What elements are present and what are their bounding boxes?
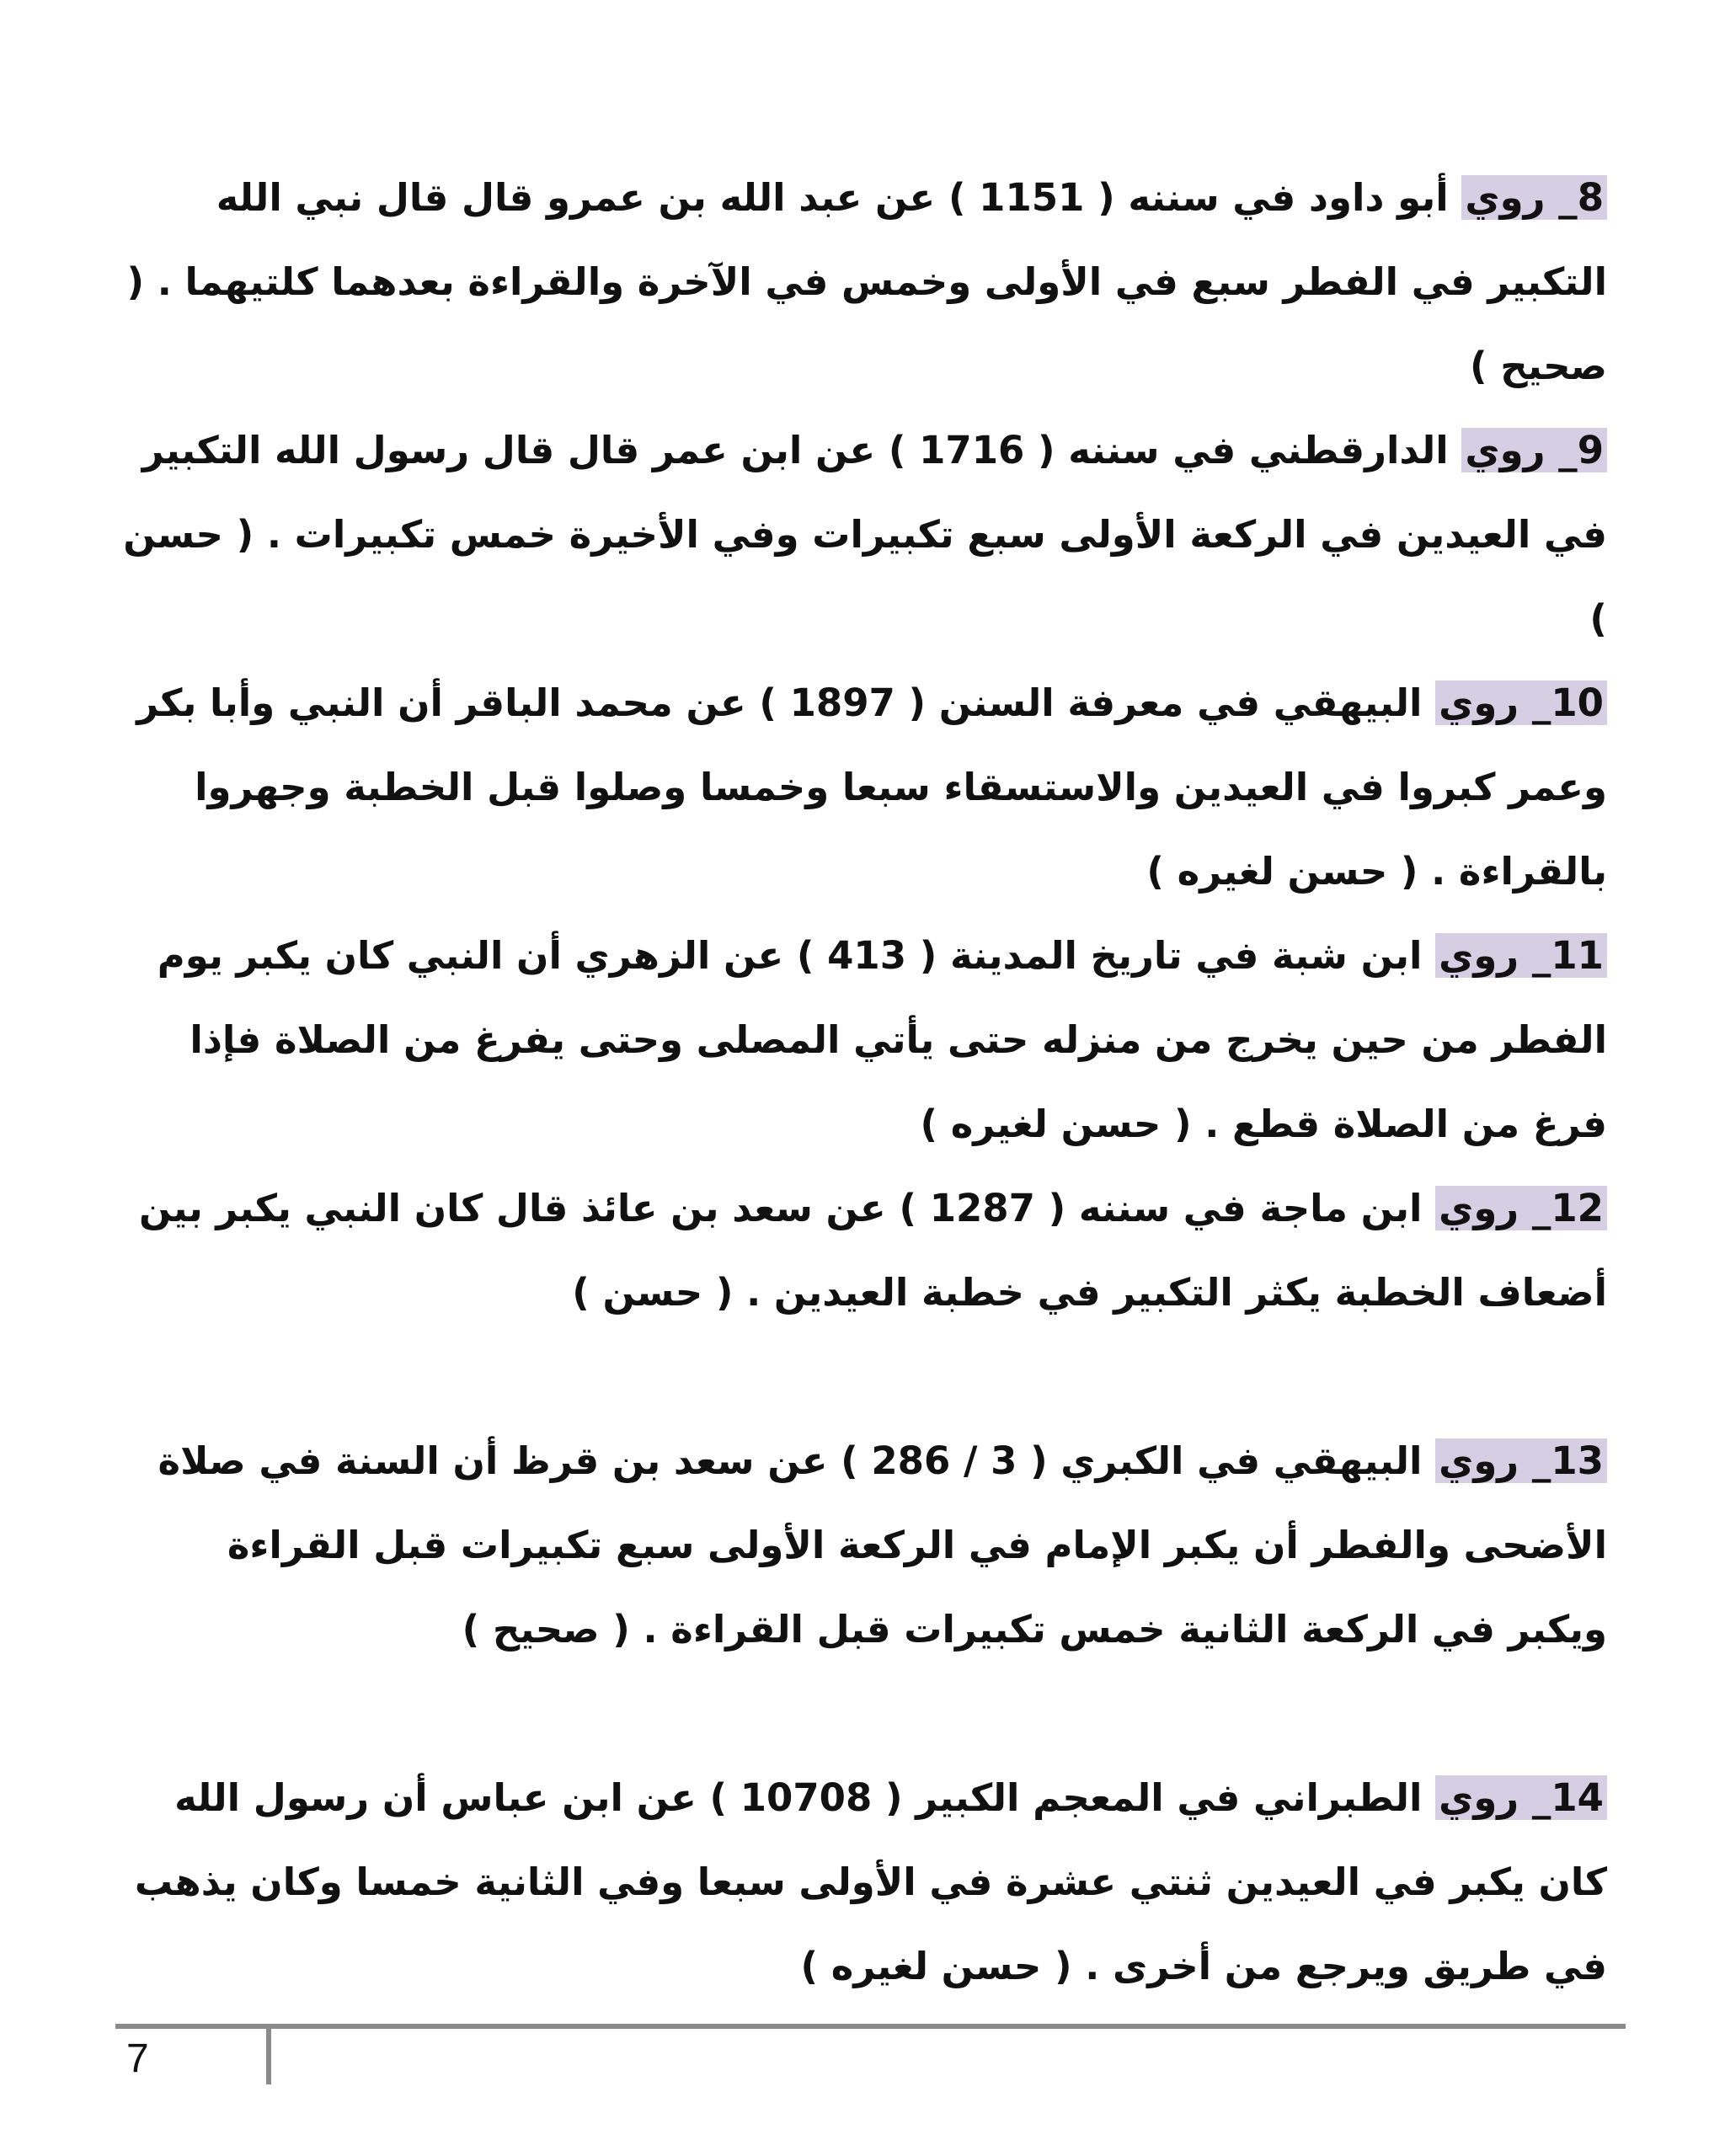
hadith-entry-12 bbox=[116, 1166, 1607, 1335]
hadith-entry-14 bbox=[116, 1756, 1607, 2009]
entry-number-highlight: 12_ روي bbox=[1435, 1186, 1607, 1230]
entry-number-highlight: 9_ روي bbox=[1461, 428, 1607, 472]
entry-text: ابن ماجة في سننه ( 1287 ) عن سعد بن عائذ قال كان النبي يكبر بين أضعاف الخطبة يكثر التكبير في خطبة العيدين . ( حسن ) bbox=[138, 1186, 1607, 1315]
hadith-entry-10 bbox=[116, 661, 1607, 914]
entry-text: ابن شبة في تاريخ المدينة ( 413 ) عن الزهري أن النبي كان يكبر يوم الفطر من حين يخرج من منزله حتى يأتي المصلى وحتى يفرغ من الصلاة فإذا فرغ من الصلاة قطع . ( حسن لغيره ) bbox=[157, 933, 1607, 1146]
hadith-entry-9 bbox=[116, 408, 1607, 661]
hadith-entry-13 bbox=[116, 1419, 1607, 1672]
entry-text: الدارقطني في سننه ( 1716 ) عن ابن عمر قال قال رسول الله التكبير في العيدين في الركعة الأولى سبع تكبيرات وفي الأخيرة خمس تكبيرات . ( حسن ) bbox=[123, 428, 1607, 641]
page-number: 7 bbox=[126, 2036, 149, 2081]
hadith-entry-11 bbox=[116, 914, 1607, 1166]
entry-number-highlight: 11_ روي bbox=[1435, 933, 1607, 978]
entry-text: الطبراني في المعجم الكبير ( 10708 ) عن ابن عباس أن رسول الله كان يكبر في العيدين ثنتي عشرة في الأولى سبعا وفي الثانية خمسا وكان يذهب في طريق ويرجع من أخرى . ( حسن لغيره ) bbox=[134, 1775, 1607, 1988]
entry-number-highlight: 13_ روي bbox=[1435, 1438, 1607, 1483]
hadith-entry-8 bbox=[116, 156, 1607, 408]
entry-text: البيهقي في الكبري ( 3 / 286 ) عن سعد بن قرظ أن السنة في صلاة الأضحى والفطر أن يكبر الإمام في الركعة الأولى سبع تكبيرات قبل القراءة ويكبر في الركعة الثانية خمس تكبيرات قبل القراءة . ( صحيح ) bbox=[158, 1438, 1607, 1652]
entry-number-highlight: 14_ روي bbox=[1435, 1775, 1607, 1820]
entry-text: البيهقي في معرفة السنن ( 1897 ) عن محمد الباقر أن النبي وأبا بكر وعمر كبروا في العيدين والاستسقاء سبعا وخمسا وصلوا قبل الخطبة وجهروا بالقراءة . ( حسن لغيره ) bbox=[136, 680, 1607, 894]
footer-tick-mark bbox=[266, 2025, 271, 2084]
entry-text: أبو داود في سننه ( 1151 ) عن عبد الله بن عمرو قال قال نبي الله التكبير في الفطر سبع في الأولى وخمس في الآخرة والقراءة بعدهما كلتيهما . ( صحيح ) bbox=[126, 175, 1607, 388]
entry-number-highlight: 8_ روي bbox=[1461, 175, 1607, 220]
footer-divider bbox=[115, 2024, 1626, 2029]
entry-number-highlight: 10_ روي bbox=[1435, 680, 1607, 725]
